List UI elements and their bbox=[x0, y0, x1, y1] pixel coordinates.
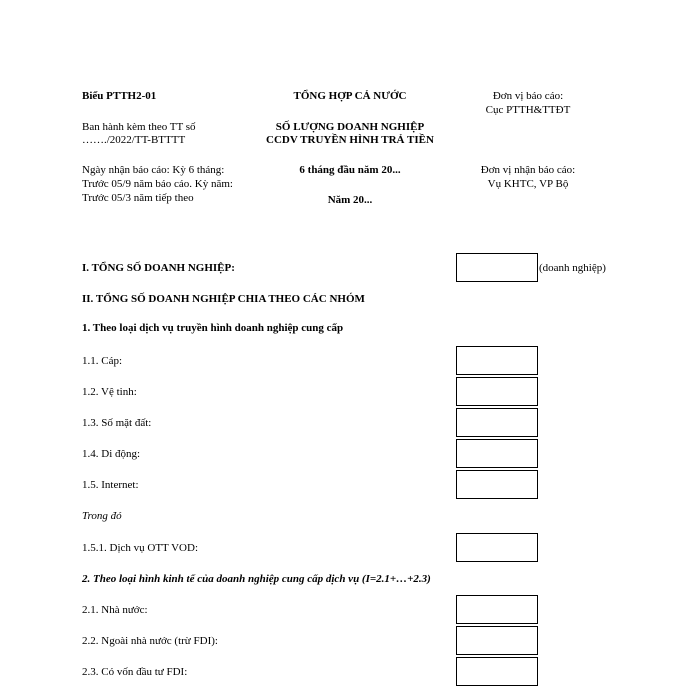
period-year: Năm 20... bbox=[327, 194, 373, 206]
terrestrial-label: 1.3. Số mặt đất: bbox=[82, 417, 152, 429]
total-enterprises-label: I. TỔNG SỐ DOANH NGHIỆP: bbox=[82, 262, 235, 274]
receive-deadline-line-3: Trước 05/3 năm tiếp theo bbox=[82, 192, 194, 204]
ott-vod-label: 1.5.1. Dịch vụ OTT VOD: bbox=[82, 542, 199, 554]
form-code: Biểu PTTH2-01 bbox=[82, 90, 157, 102]
fdi-label: 2.3. Có vốn đầu tư FDI: bbox=[82, 666, 188, 678]
satellite-label: 1.2. Vệ tinh: bbox=[82, 386, 137, 398]
state-owned-box[interactable] bbox=[456, 595, 538, 624]
reporting-unit: Cục PTTH&TTĐT bbox=[485, 104, 571, 116]
report-title: TỔNG HỢP CẢ NƯỚC bbox=[293, 90, 407, 102]
total-enterprises-box[interactable] bbox=[456, 253, 538, 282]
cable-label: 1.1. Cáp: bbox=[82, 355, 123, 367]
terrestrial-box[interactable] bbox=[456, 408, 538, 437]
by-ownership-heading: 2. Theo loại hình kinh tế của doanh nghiệp cung cấp dịch vụ (I=2.1+…+2.3) bbox=[82, 573, 431, 585]
reporting-unit-label: Đơn vị báo cáo: bbox=[492, 90, 564, 102]
receiving-unit: Vụ KHTC, VP Bộ bbox=[487, 178, 569, 190]
receive-deadline-line-1: Ngày nhận báo cáo: Kỳ 6 tháng: bbox=[82, 164, 225, 176]
mobile-box[interactable] bbox=[456, 439, 538, 468]
fdi-box[interactable] bbox=[456, 657, 538, 686]
issued-line-1: Ban hành kèm theo TT số bbox=[82, 121, 196, 133]
by-service-heading: 1. Theo loại dịch vụ truyền hình doanh nghiệp cung cấp bbox=[82, 322, 344, 334]
receive-deadline-line-2: Trước 05/9 năm báo cáo. Kỳ năm: bbox=[82, 178, 233, 190]
ott-vod-box[interactable] bbox=[456, 533, 538, 562]
internet-label: 1.5. Internet: bbox=[82, 479, 139, 491]
of-which-label: Trong đó bbox=[82, 510, 122, 522]
internet-box[interactable] bbox=[456, 470, 538, 499]
issued-line-2: ……./2022/TT-BTTTT bbox=[82, 134, 186, 146]
total-enterprises-unit: (doanh nghiệp) bbox=[539, 262, 606, 274]
groups-heading: II. TỔNG SỐ DOANH NGHIỆP CHIA THEO CÁC NHÓM bbox=[82, 293, 365, 305]
satellite-box[interactable] bbox=[456, 377, 538, 406]
report-subtitle-line-1: SỐ LƯỢNG DOANH NGHIỆP bbox=[275, 121, 425, 133]
non-state-label: 2.2. Ngoài nhà nước (trừ FDI): bbox=[82, 635, 218, 647]
period-six-months: 6 tháng đầu năm 20... bbox=[299, 164, 401, 176]
cable-box[interactable] bbox=[456, 346, 538, 375]
state-owned-label: 2.1. Nhà nước: bbox=[82, 604, 148, 616]
non-state-box[interactable] bbox=[456, 626, 538, 655]
report-subtitle-line-2: CCDV TRUYỀN HÌNH TRẢ TIỀN bbox=[266, 134, 434, 146]
receiving-unit-label: Đơn vị nhận báo cáo: bbox=[480, 164, 576, 176]
mobile-label: 1.4. Di động: bbox=[82, 448, 141, 460]
